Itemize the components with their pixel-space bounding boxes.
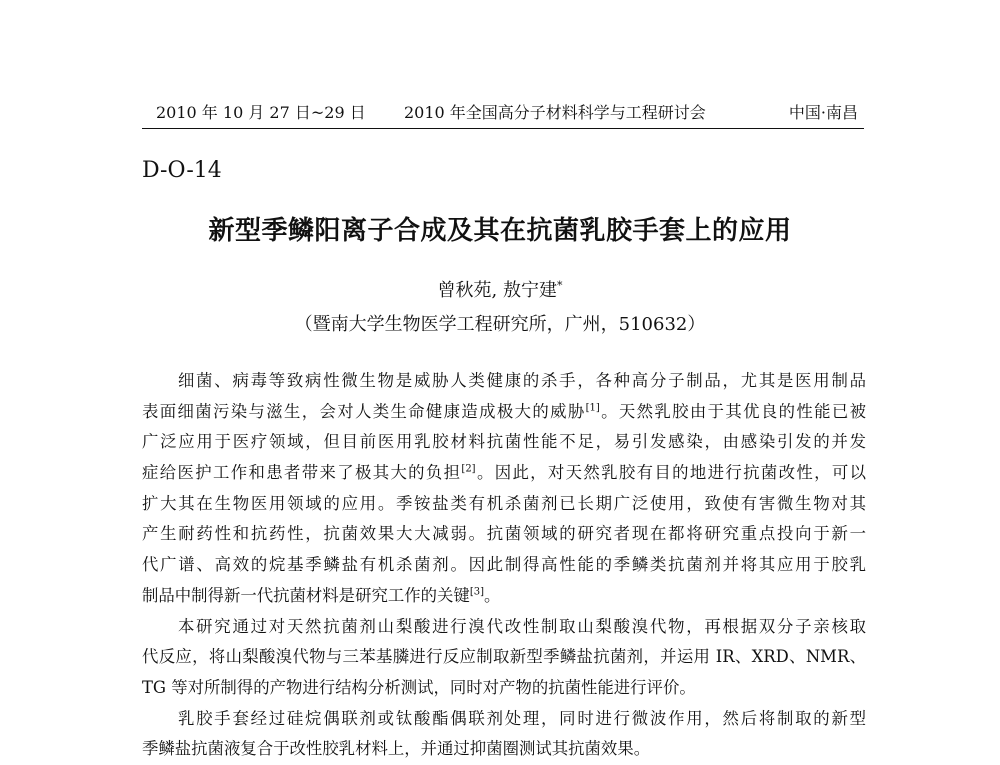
text-line: 症给医护工作和患者带来了极其大的负担[2]。因此，对天然乳胶有目的地进行抗菌改性，可以	[142, 463, 866, 483]
header-conference: 2010 年全国高分子材料科学与工程研讨会	[404, 103, 706, 122]
paper-title: 新型季鳞阳离子合成及其在抗菌乳胶手套上的应用	[208, 216, 792, 246]
text-line: 制品中制得新一代抗菌材料是研究工作的关键[3]。	[142, 585, 501, 605]
text-line: 本研究通过对天然抗菌剂山梨酸进行溴代改性制取山梨酸溴代物，再根据双分子亲核取	[178, 616, 866, 636]
text-line: 表面细菌污染与滋生，会对人类生命健康造成极大的威胁[1]。天然乳胶由于其优良的性能已被	[142, 401, 867, 421]
text-line: 产生耐药性和抗药性，抗菌效果大大减弱。抗菌领域的研究者现在都将研究重点投向于新一	[142, 524, 866, 544]
affiliation: （暨南大学生物医学工程研究所，广州，510632）	[294, 314, 706, 335]
text-line: 季鳞盐抗菌液复合于改性胶乳材料上，并通过抑菌圈测试其抗菌效果。	[142, 739, 651, 759]
text-line: 细菌、病毒等致病性微生物是威胁人类健康的杀手，各种高分子制品，尤其是医用制品	[178, 371, 866, 390]
citation-ref: [3]	[469, 586, 484, 598]
author-names: 曾秋苑, 敖宁建	[437, 280, 557, 301]
text-line: 代反应，将山梨酸溴代物与三苯基膦进行反应制取新型季鳞盐抗菌剂，并运用 IR、XRD、NMR、	[142, 647, 866, 667]
citation-ref: [1]	[585, 402, 600, 414]
running-header	[142, 100, 864, 129]
corresponding-author-mark: *	[556, 279, 563, 292]
citation-ref: [2]	[461, 463, 476, 475]
text-line: 广泛应用于医疗领域，但目前医用乳胶材料抗菌性能不足，易引发感染，由感染引发的并发	[142, 432, 866, 452]
header-date: 2010 年 10 月 27 日~29 日	[156, 103, 366, 122]
authors	[0, 273, 1000, 304]
abstract-body	[142, 366, 866, 765]
text-line: TG 等对所制得的产物进行结构分析测试，同时对产物的抗菌性能进行评价。	[142, 677, 696, 697]
text-line: 乳胶手套经过硅烷偶联剂或钛酸酯偶联剂处理，同时进行微波作用，然后将制取的新型	[178, 708, 866, 728]
text-line: 代广谱、高效的烷基季鳞盐有机杀菌剂。因此制得高性能的季鳞类抗菌剂并将其应用于胶乳	[142, 555, 866, 575]
paper-id: D-O-14	[142, 158, 222, 183]
text-line: 扩大其在生物医用领域的应用。季铵盐类有机杀菌剂已长期广泛使用，致使有害微生物对其	[142, 493, 866, 513]
header-place: 中国·南昌	[788, 103, 858, 122]
